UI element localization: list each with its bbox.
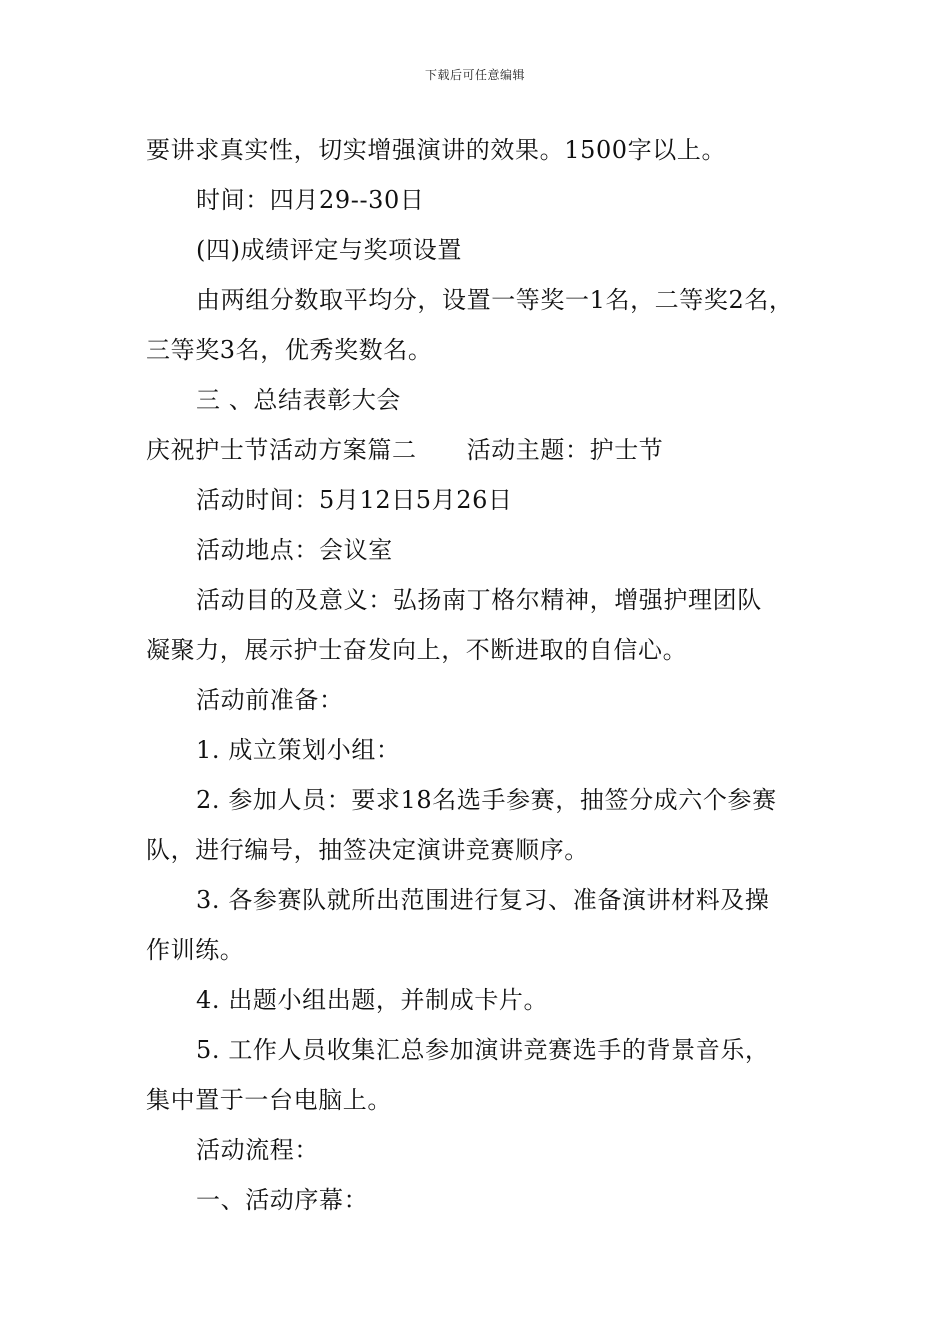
section-heading: 一、活动序幕： xyxy=(196,1186,369,1214)
paragraph-line: 三等奖3名，优秀奖数名。 xyxy=(146,336,433,364)
paragraph-line: 队，进行编号，抽签决定演讲竞赛顺序。 xyxy=(146,836,589,864)
title-line xyxy=(146,428,826,478)
paragraph-line: 凝聚力，展示护士奋发向上，不断进取的自信心。 xyxy=(146,636,688,664)
paragraph-line: 要讲求真实性，切实增强演讲的效果。1500字以上。 xyxy=(146,136,727,164)
section-heading: 三 、总结表彰大会 xyxy=(196,386,402,414)
section-heading: 活动前准备： xyxy=(196,686,344,714)
page-header: 下载后可任意编辑 xyxy=(424,68,525,82)
list-item: 1. 成立策划小组： xyxy=(196,736,401,764)
document-title: 庆祝护士节活动方案篇二 xyxy=(146,436,417,464)
paragraph-line: 由两组分数取平均分，设置一等奖一1名，二等奖2名， xyxy=(196,286,794,314)
paragraph-line: 活动地点：会议室 xyxy=(196,536,393,564)
list-item: 3. 各参赛队就所出范围进行复习、准备演讲材料及操 xyxy=(196,886,770,914)
paragraph-line: 集中置于一台电脑上。 xyxy=(146,1086,392,1114)
paragraph-line: 活动时间：5月12日5月26日 xyxy=(196,486,513,514)
list-item: 2. 参加人员：要求18名选手参赛，抽签分成六个参赛 xyxy=(196,786,777,814)
paragraph-line: 活动目的及意义：弘扬南丁格尔精神，增强护理团队 xyxy=(196,586,762,614)
section-heading: (四)成绩评定与奖项设置 xyxy=(196,236,462,264)
activity-theme: 活动主题：护士节 xyxy=(466,436,664,464)
section-heading: 活动流程： xyxy=(196,1136,319,1164)
paragraph-line: 时间：四月29--30日 xyxy=(196,186,425,214)
document-body xyxy=(146,128,826,1228)
list-item: 5. 工作人员收集汇总参加演讲竞赛选手的背景音乐， xyxy=(196,1036,770,1064)
paragraph-line: 作训练。 xyxy=(146,936,245,964)
list-item: 4. 出题小组出题，并制成卡片。 xyxy=(196,986,549,1014)
